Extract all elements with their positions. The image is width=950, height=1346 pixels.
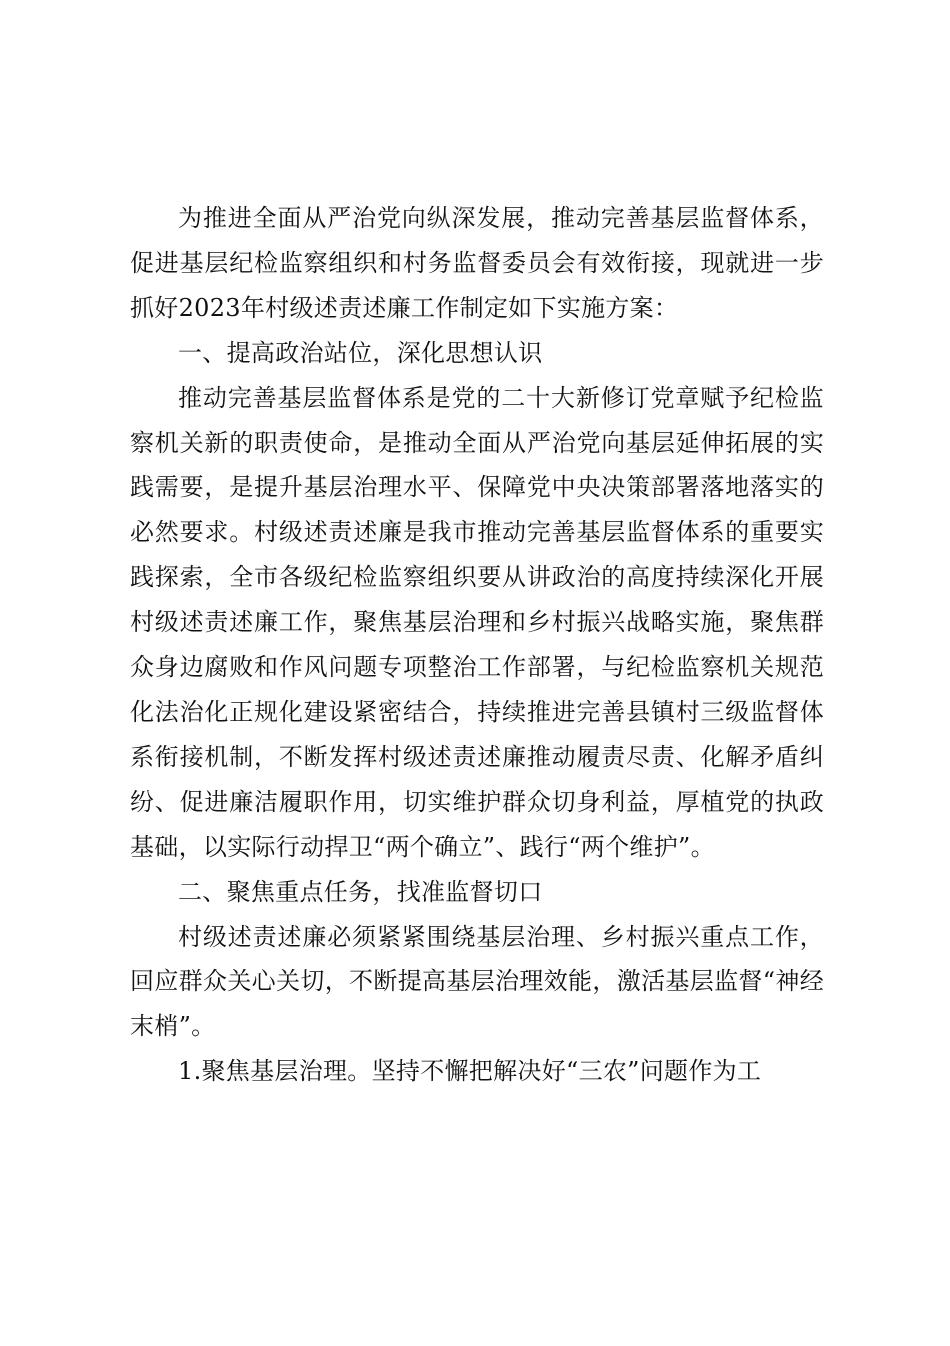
intro-paragraph: 为推进全面从严治党向纵深发展，推动完善基层监督体系，促进基层纪检监察组织和村务监督委员会有效衔接，现就进一步抓好2023年村级述责述廉工作制定如下实施方案： [130,204,824,322]
section-heading-2: 二、聚焦重点任务，找准监督切口 [178,877,543,906]
document-body [130,196,824,1094]
item-1-paragraph: 1.聚焦基层治理。坚持不懈把解决好“三农”问题作为工 [178,1057,762,1086]
section-2-paragraph: 村级述责述廉必须紧紧围绕基层治理、乡村振兴重点工作，回应群众关心关切，不断提高基层治理效能，激活基层监督“神经末梢”。 [130,922,824,1041]
section-1-paragraph: 推动完善基层监督体系是党的二十大新修订党章赋予纪检监察机关新的职责使命，是推动全面从严治党向基层延伸拓展的实践需要，是提升基层治理水平、保障党中央决策部署落地落实的必然要求。村级述责述廉是我市推动完善基层监督体系的重要实践探索，全市各级纪检监察组织要从讲政治的高度持续深化开展村级述责述廉工作，聚焦基层治理和乡村振兴战略实施，聚焦群众身边腐败和作风问题专项整治工作部署，与纪检监察机关规范化法治化正规化建设紧密结合，持续推进完善县镇村三级监督体系衔接机制，不断发挥村级述责述廉推动履责尽责、化解矛盾纠纷、促进廉洁履职作用，切实维护群众切身利益，厚植党的执政基础，以实际行动捍卫“两个确立”、践行“两个维护”。 [130,383,824,861]
section-heading-1: 一、提高政治站位，深化思想认识 [178,338,543,367]
